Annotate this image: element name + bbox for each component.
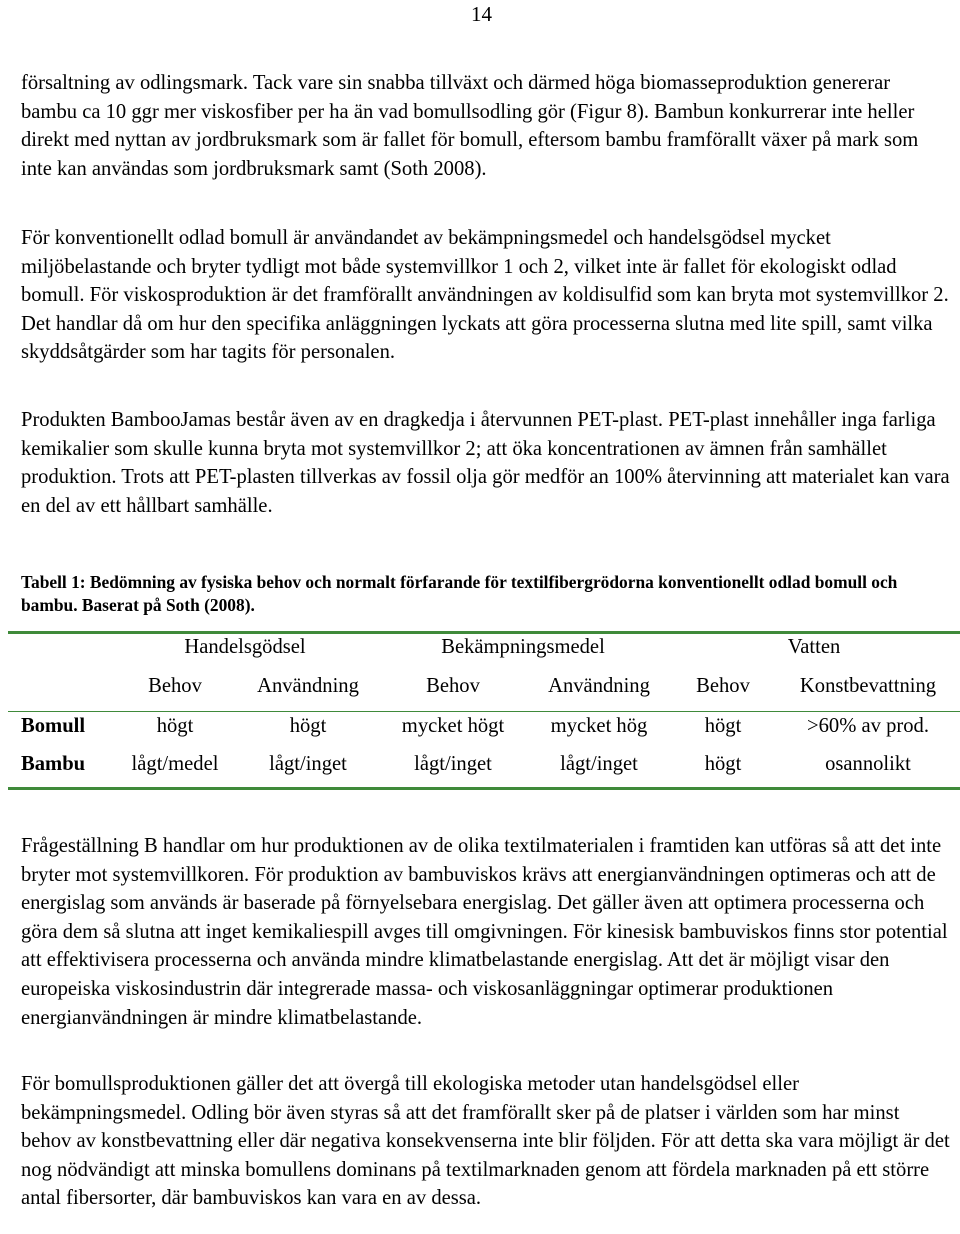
subheader-konstbevattning: Konstbevattning [799,675,937,697]
table-cell: lågt/inget [269,753,347,775]
table-caption: Tabell 1: Bedömning av fysiska behov och normalt förfarande för textilfibergrödorna konventionellt odlad bomull och bambu. Baserat på Soth (2008). [21,572,898,615]
group-header-bekampningsmedel: Bekämpningsmedel [441,636,605,658]
group-header-handelsgodsel: Handelsgödsel [184,636,306,658]
table-cell: >60% av prod. [807,715,929,737]
subheader-anvandning-2: Användning [548,675,650,697]
paragraph-4: Frågeställning B handlar om hur produktionen av de olika textilmaterialen i framtiden kan utföras så att det inte bryter mot systemvillkoren. För produktion av bambuviskos krävs att energianvändningen optimeras och att de energislag som används är baserade på förnyelsebara energislag. Det gäller även att optimera processerna och göra dem så slutna att inget kemikaliespill avges till omgivningen. För kinesisk bambuviskos finns stor potential att effektivisera processerna och använda mindre klimatbelastande energislag. Att det är möjligt visar den europeiska viskosindustrin där integrerade massa- och viskosanläggningar optimerar produktionen energianvändningen är mindre klimatbelastande. [21,835,948,1029]
table-bottom-rule [8,787,960,790]
table-cell: mycket hög [550,715,648,737]
table-cell: lågt/inget [414,753,492,775]
table-cell: högt [704,753,742,775]
page-number: 14 [471,2,492,26]
paragraph-1: försaltning av odlingsmark. Tack vare sin snabba tillväxt och därmed höga biomasseproduktion genererar bambu ca 10 ggr mer viskosfiber per ha än vad bomullsodling gör (Figur 8). Bambun konkurrerar inte heller direkt med nyttan av jordbruksmark som är fallet för bomull, eftersom bambu framförallt växer på mark som inte kan användas som jordbruksmark samt (Soth 2008). [21,72,919,180]
subheader-anvandning-1: Användning [257,675,359,697]
table-header-rule [8,711,960,712]
table-cell: lågt/inget [560,753,638,775]
group-header-vatten: Vatten [787,636,841,658]
table-cell: högt [289,715,327,737]
row-label-bambu: Bambu [21,753,86,775]
paragraph-2: För konventionellt odlad bomull är användandet av bekämpningsmedel och handelsgödsel mycket miljöbelastande och bryter tydligt mot både systemvillkor 1 och 2, vilket inte är fallet för ekologiskt odlad bomull. För viskosproduktion är det framförallt användningen av koldisulfid som kan bryta mot systemvillkor 2. Det handlar då om hur den specifika anläggningen lyckats att göra processerna slutna med lite spill, samt vilka skyddsåtgärder som har tagits för personalen. [21,227,949,364]
table-top-rule [8,631,960,634]
table-cell: lågt/medel [131,753,219,775]
table-cell: mycket högt [401,715,505,737]
row-label-bomull: Bomull [21,715,86,737]
table-cell: högt [704,715,742,737]
subheader-behov-1: Behov [148,675,202,697]
subheader-behov-2: Behov [426,675,480,697]
paragraph-3: Produkten BambooJamas består även av en dragkedja i återvunnen PET-plast. PET-plast innehåller inga farliga kemikalier som skulle kunna bryta mot systemvillkor 2; att öka koncentrationen av ämnen från samhället produktion. Trots att PET-plasten tillverkas av fossil olja gör medför an 100% återvinning att materialet kan vara en del av ett hållbart samhälle. [21,409,950,517]
table-cell: högt [156,715,194,737]
paragraph-5: För bomullsproduktionen gäller det att övergå till ekologiska metoder utan handelsgödsel eller bekämpningsmedel. Odling bör även styras så att det framförallt sker på de platser i världen som har minst behov av konstbevattning eller där negativa konsekvenserna inte blir följden. För att detta ska vara möjligt är det nog nödvändigt att minska bomullens dominans på textilmarknaden genom att fördela marknaden på ett större antal fibersorter, där bambuviskos kan vara en av dessa. [21,1073,950,1210]
table-cell: osannolikt [825,753,911,775]
subheader-behov-3: Behov [696,675,750,697]
